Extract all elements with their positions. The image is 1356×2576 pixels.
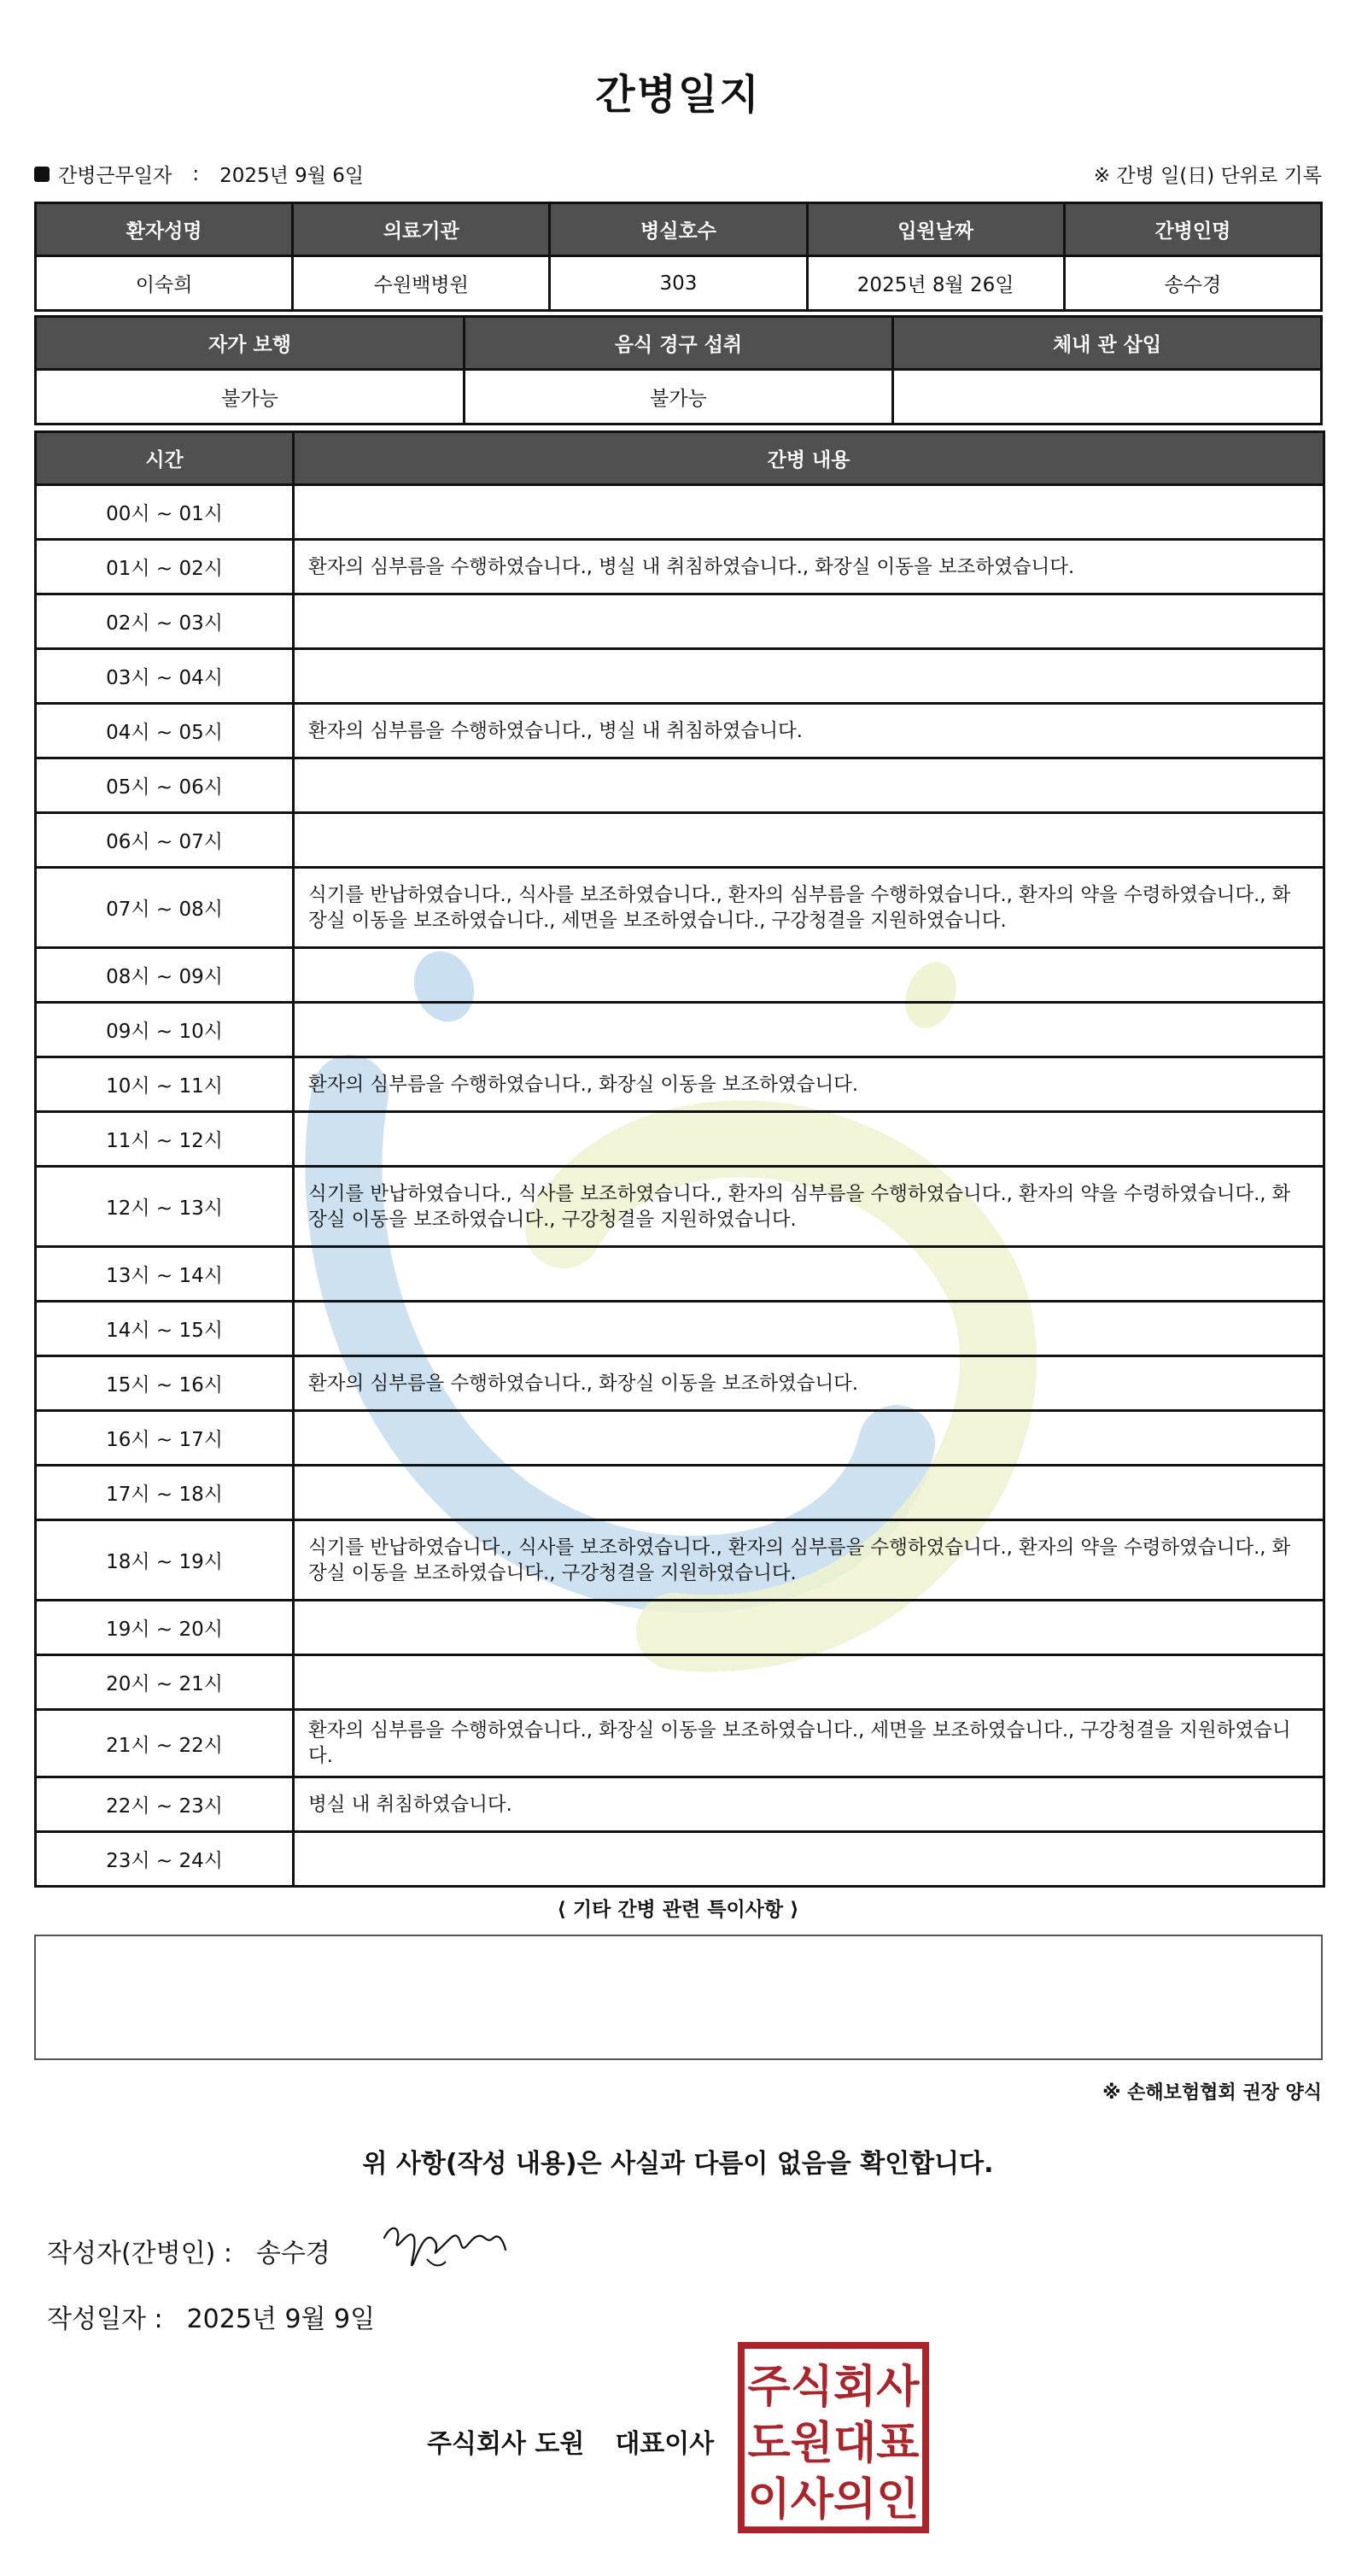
recommend-note: ※ 손해보험협회 권장 양식 [1102, 2082, 1322, 2104]
care-content [294, 813, 1324, 868]
time-slot: 12시 ~ 13시 [36, 1167, 294, 1247]
care-content [294, 649, 1324, 704]
caregiver-name: 송수경 [1064, 256, 1321, 311]
table-row [36, 1777, 1324, 1832]
care-content [294, 758, 1324, 813]
patient-status-table [34, 315, 1323, 425]
work-date-value: 2025년 9월 6일 [219, 165, 365, 187]
square-bullet-icon [34, 167, 50, 182]
company-role: 대표이사 [615, 2429, 715, 2459]
table-row [36, 594, 1324, 649]
care-content: 환자의 심부름을 수행하였습니다., 화장실 이동을 보조하였습니다., 세면을 보조하였습니다., 구강청결을 지원하였습니다. [294, 1710, 1324, 1777]
content-header: 간병 내용 [294, 432, 1324, 485]
walking-status: 불가능 [36, 370, 465, 424]
time-slot: 14시 ~ 15시 [36, 1302, 294, 1356]
info-header: 간병인명 [1064, 203, 1321, 256]
oral-intake-status: 불가능 [465, 370, 893, 424]
table-row [36, 1655, 1324, 1710]
time-slot: 06시 ~ 07시 [36, 813, 294, 868]
patient-info-table [34, 202, 1323, 312]
writer-label: 작성자(간병인) : [47, 2239, 232, 2269]
table-row [36, 1411, 1324, 1466]
table-row [36, 1832, 1324, 1887]
care-content: 환자의 심부름을 수행하였습니다., 화장실 이동을 보조하였습니다. [294, 1356, 1324, 1411]
table-row [36, 1247, 1324, 1302]
care-content [294, 594, 1324, 649]
table-row [36, 948, 1324, 1003]
room-number: 303 [550, 256, 807, 311]
table-row [36, 1520, 1324, 1601]
care-content [294, 1247, 1324, 1302]
care-log-table [34, 430, 1325, 1888]
time-slot: 16시 ~ 17시 [36, 1411, 294, 1466]
writer-row [47, 2232, 330, 2269]
time-slot: 03시 ~ 04시 [36, 649, 294, 704]
time-slot: 17시 ~ 18시 [36, 1466, 294, 1520]
record-unit-note: ※ 간병 일(日) 단위로 기록 [1093, 165, 1322, 187]
care-content: 환자의 심부름을 수행하였습니다., 병실 내 취침하였습니다., 화장실 이동을 보조하였습니다. [294, 540, 1324, 594]
care-content [294, 1411, 1324, 1466]
care-content: 식기를 반납하였습니다., 식사를 보조하였습니다., 환자의 심부름을 수행하였습니다., 환자의 약을 수령하였습니다., 화장실 이동을 보조하였습니다., 구강청결을 지원하였습니다. [294, 1167, 1324, 1247]
time-slot: 15시 ~ 16시 [36, 1356, 294, 1411]
status-header: 자가 보행 [36, 317, 465, 370]
care-content: 환자의 심부름을 수행하였습니다., 화장실 이동을 보조하였습니다. [294, 1057, 1324, 1112]
table-row [36, 485, 1324, 540]
care-content [294, 1601, 1324, 1655]
page-title: 간병일지 [595, 71, 761, 119]
time-slot: 09시 ~ 10시 [36, 1003, 294, 1057]
seal-line-1: 주식회사 [747, 2362, 920, 2413]
patient-name: 이숙희 [36, 256, 293, 311]
time-slot: 21시 ~ 22시 [36, 1710, 294, 1777]
table-row [36, 758, 1324, 813]
time-slot: 07시 ~ 08시 [36, 868, 294, 948]
time-header: 시간 [36, 432, 294, 485]
notes-box [34, 1935, 1323, 2060]
table-row [36, 1302, 1324, 1356]
table-row [36, 540, 1324, 594]
seal-line-2: 도원대표 [747, 2418, 920, 2469]
table-row [36, 704, 1324, 758]
tube-insertion-status [893, 370, 1322, 424]
care-content [294, 948, 1324, 1003]
care-content: 식기를 반납하였습니다., 식사를 보조하였습니다., 환자의 심부름을 수행하였습니다., 환자의 약을 수령하였습니다., 화장실 이동을 보조하였습니다., 구강청결을 지원하였습니다. [294, 1520, 1324, 1601]
time-slot: 02시 ~ 03시 [36, 594, 294, 649]
time-slot: 04시 ~ 05시 [36, 704, 294, 758]
time-slot: 19시 ~ 20시 [36, 1601, 294, 1655]
time-slot: 13시 ~ 14시 [36, 1247, 294, 1302]
colon-separator: : [192, 162, 200, 185]
seal-line-3: 이사의인 [747, 2474, 920, 2526]
table-row [36, 1710, 1324, 1777]
written-date-row [47, 2298, 375, 2335]
info-header: 입원날짜 [807, 203, 1064, 256]
status-header: 음식 경구 섭취 [465, 317, 893, 370]
time-slot: 18시 ~ 19시 [36, 1520, 294, 1601]
table-row [36, 1466, 1324, 1520]
work-date-label: 간병근무일자 [58, 165, 172, 187]
info-header: 환자성명 [36, 203, 293, 256]
written-date-label: 작성일자 : [47, 2304, 163, 2334]
time-slot: 05시 ~ 06시 [36, 758, 294, 813]
care-content [294, 485, 1324, 540]
company-name: 주식회사 도원 [427, 2429, 585, 2459]
time-slot: 11시 ~ 12시 [36, 1112, 294, 1167]
care-content [294, 1302, 1324, 1356]
time-slot: 22시 ~ 23시 [36, 1777, 294, 1832]
time-slot: 10시 ~ 11시 [36, 1057, 294, 1112]
time-slot: 20시 ~ 21시 [36, 1655, 294, 1710]
signature-icon [376, 2212, 512, 2280]
time-slot: 00시 ~ 01시 [36, 485, 294, 540]
admission-date: 2025년 8월 26일 [807, 256, 1064, 311]
table-row [36, 1057, 1324, 1112]
writer-name: 송수경 [255, 2239, 330, 2269]
table-row [36, 868, 1324, 948]
care-content [294, 1003, 1324, 1057]
time-slot: 08시 ~ 09시 [36, 948, 294, 1003]
hospital-name: 수원백병원 [293, 256, 550, 311]
table-row [36, 649, 1324, 704]
info-header: 의료기관 [293, 203, 550, 256]
care-content: 환자의 심부름을 수행하였습니다., 병실 내 취침하였습니다. [294, 704, 1324, 758]
notes-title: ⟨ 기타 간병 관련 특이사항 ⟩ [557, 1899, 799, 1921]
time-slot: 23시 ~ 24시 [36, 1832, 294, 1887]
care-content: 병실 내 취침하였습니다. [294, 1777, 1324, 1832]
care-content: 식기를 반납하였습니다., 식사를 보조하였습니다., 환자의 심부름을 수행하였습니다., 환자의 약을 수령하였습니다., 화장실 이동을 보조하였습니다., 세면을 보조하였습니다., 구강청결을 지원하였습니다. [294, 868, 1324, 948]
time-slot: 01시 ~ 02시 [36, 540, 294, 594]
table-row [36, 1601, 1324, 1655]
company-seal-stamp-icon [736, 2340, 931, 2535]
table-row [36, 1112, 1324, 1167]
confirm-statement: 위 사항(작성 내용)은 사실과 다름이 없음을 확인합니다. [362, 2149, 994, 2179]
table-row [36, 813, 1324, 868]
work-date-row [34, 160, 364, 188]
care-content [294, 1466, 1324, 1520]
written-date-value: 2025년 9월 9일 [186, 2304, 376, 2334]
table-row [36, 1356, 1324, 1411]
table-row [36, 1167, 1324, 1247]
care-content [294, 1832, 1324, 1887]
care-content [294, 1112, 1324, 1167]
company-row [427, 2422, 714, 2460]
table-row [36, 1003, 1324, 1057]
info-header: 병실호수 [550, 203, 807, 256]
care-content [294, 1655, 1324, 1710]
status-header: 체내 관 삽입 [893, 317, 1322, 370]
